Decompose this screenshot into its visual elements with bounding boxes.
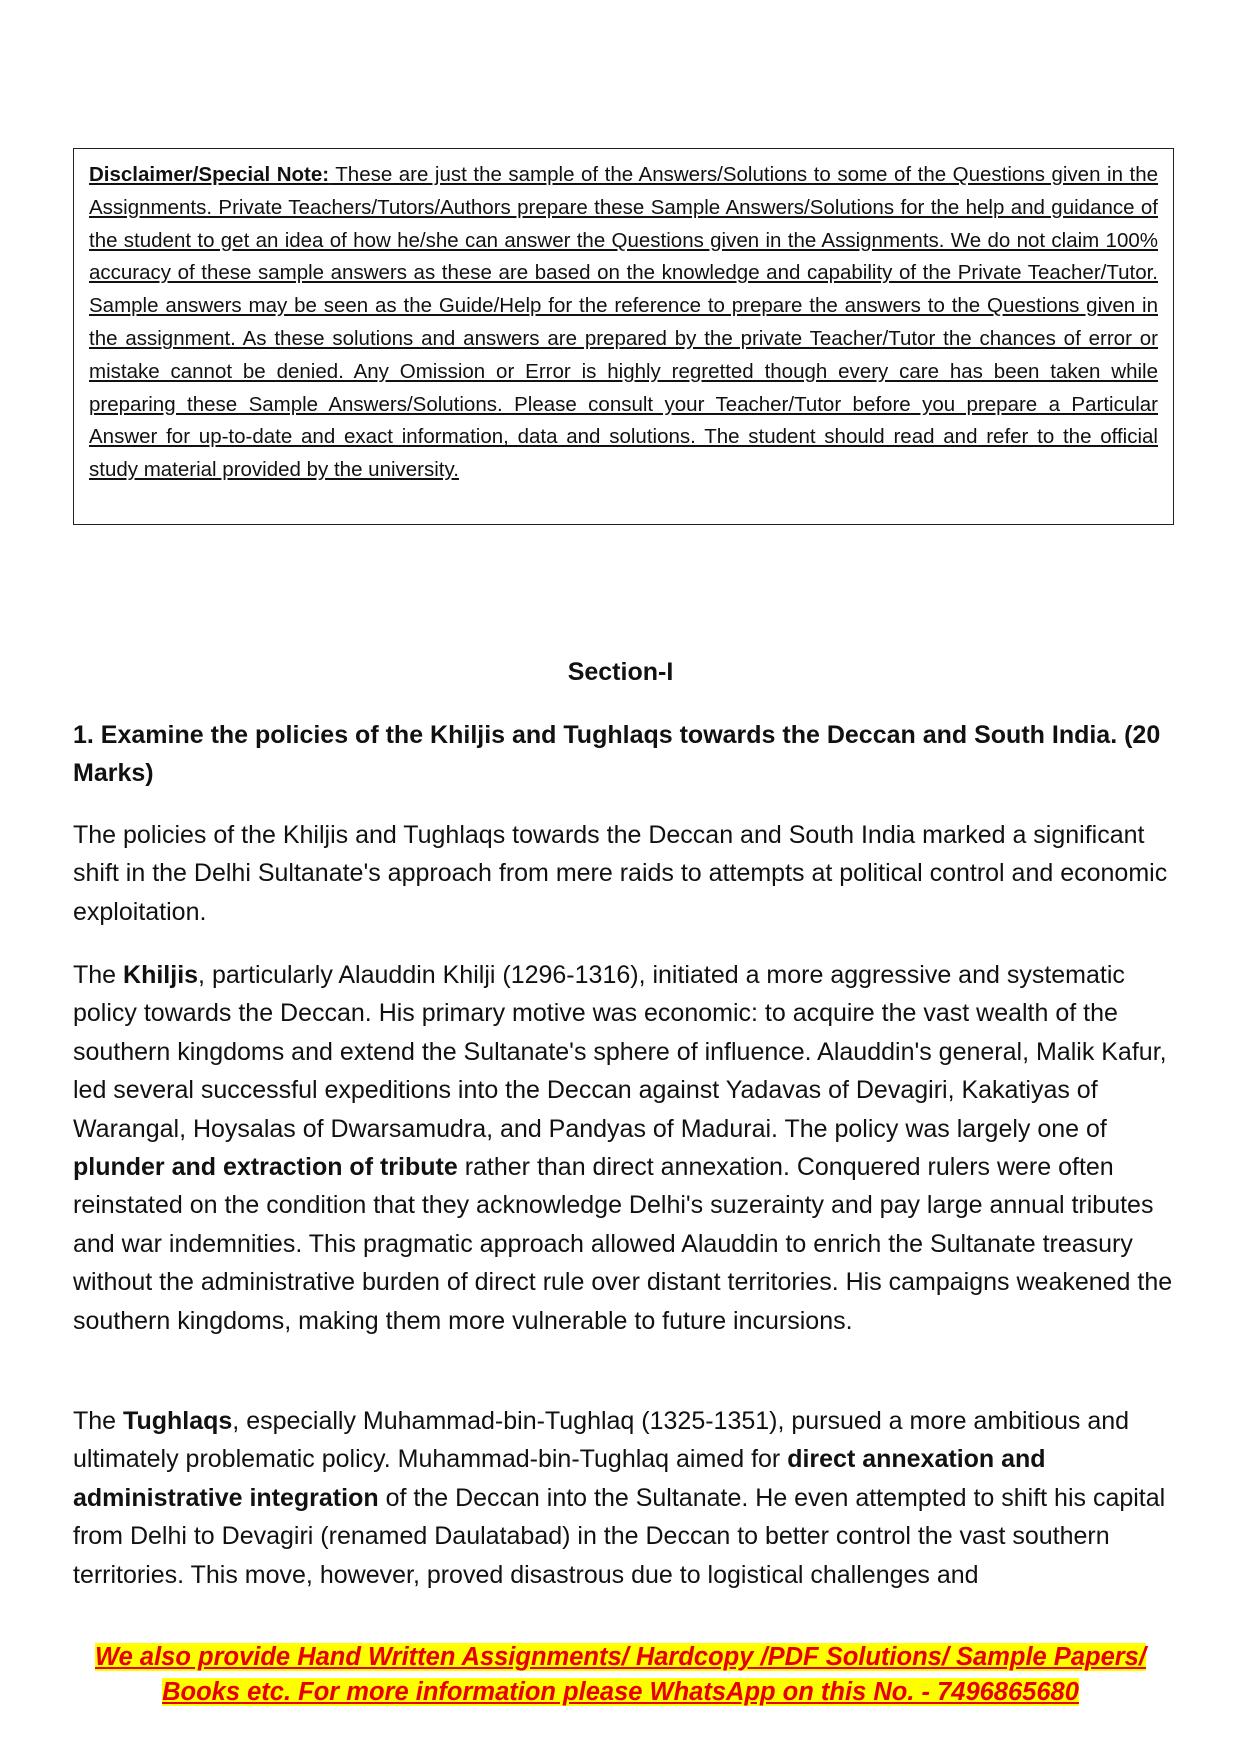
disclaimer-label: Disclaimer/Special Note: — [89, 163, 330, 186]
bold-term: Khiljis — [123, 961, 199, 989]
promo-footer — [0, 1640, 1241, 1710]
text-segment: of the Deccan into the Sultanate. He even attempted to shift his capital from Delhi to Devagiri (renamed Daulatabad) in the Deccan to better control the vast southern territories. This move, however, proved disastrous due to logistical challenges and — [73, 1483, 1166, 1589]
question-heading: 1. Examine the policies of the Khiljis and Tughlaqs towards the Deccan and South India. (20 Marks) — [73, 721, 1161, 787]
text-segment: , especially Muhammad-bin-Tughlaq (1325-1351), pursued a more ambitious and ultimately problematic policy. Muhammad-bin-Tughlaq aimed for — [73, 1407, 1130, 1474]
promo-line-2: Books etc. For more information please WhatsApp on this No. - 7496865680 — [162, 1678, 1079, 1706]
bold-term: plunder and extraction of tribute — [73, 1153, 458, 1182]
text-segment: , particularly Alauddin Khilji (1296-1316), initiated a more aggressive and systematic policy towards the Deccan. His primary motive was economic: to acquire the vast wealth of the southern kingdoms and extend the Sultanate's sphere of influence. Alauddin's general, Malik Kafur, led several successful expeditions into the Deccan against Yadavas of Devagiri, Kakatiyas of Warangal, Hoysalas of Dwarsamudra, and Pandyas of Madurai. The policy was largely one of — [73, 961, 1167, 1143]
paragraph-intro: The policies of the Khiljis and Tughlaqs towards the Deccan and South India marked a significant shift in the Delhi Sultanate's approach from mere raids to attempts at political control and economic exploitation. — [73, 821, 1168, 926]
bold-term: Tughlaqs — [123, 1407, 233, 1435]
section-title: Section-I — [567, 658, 674, 686]
disclaimer-text: These are just the sample of the Answers/Solutions to some of the Questions given in the Assignments. Private Teachers/Tutors/Authors prepare these Sample Answers/Solutions for the help and guidance of the student to get an idea of how he/she can answer the Questions given in the Assignments. We do not claim 100% accuracy of these sample answers as these are based on the knowledge and capability of the Private Teacher/Tutor. Sample answers may be seen as the Guide/Help for the reference to prepare the answers to the Questions given in the assignment. As these solutions and answers are prepared by the private Teacher/Tutor the chances of error or mistake cannot be denied. Any Omission or Error is highly regretted though every care has been taken while preparing these Sample Answers/Solutions. Please consult your Teacher/Tutor before you prepare a Particular Answer for up-to-date and exact information, data and solutions. The student should read and refer to the official study material provided by the university. — [89, 163, 1159, 482]
text-segment: The — [73, 961, 124, 989]
paragraph-khiljis — [73, 956, 1183, 1340]
bold-term: direct annexation and administrative integration — [73, 1445, 1046, 1512]
paragraph-tughlaqs — [73, 1402, 1183, 1594]
promo-line-1: We also provide Hand Written Assignments/ Hardcopy /PDF Solutions/ Sample Papers/ — [95, 1643, 1146, 1671]
disclaimer-box — [73, 148, 1174, 525]
text-segment: The — [73, 1407, 124, 1435]
text-segment: rather than direct annexation. Conquered rulers were often reinstated on the condition that they acknowledge Delhi's suzerainty and pay large annual tributes and war indemnities. This pragmatic approach allowed Alauddin to enrich the Sultanate treasury without the administrative burden of direct rule over distant territories. His campaigns weakened the southern kingdoms, making them more vulnerable to future incursions. — [73, 1153, 1173, 1335]
